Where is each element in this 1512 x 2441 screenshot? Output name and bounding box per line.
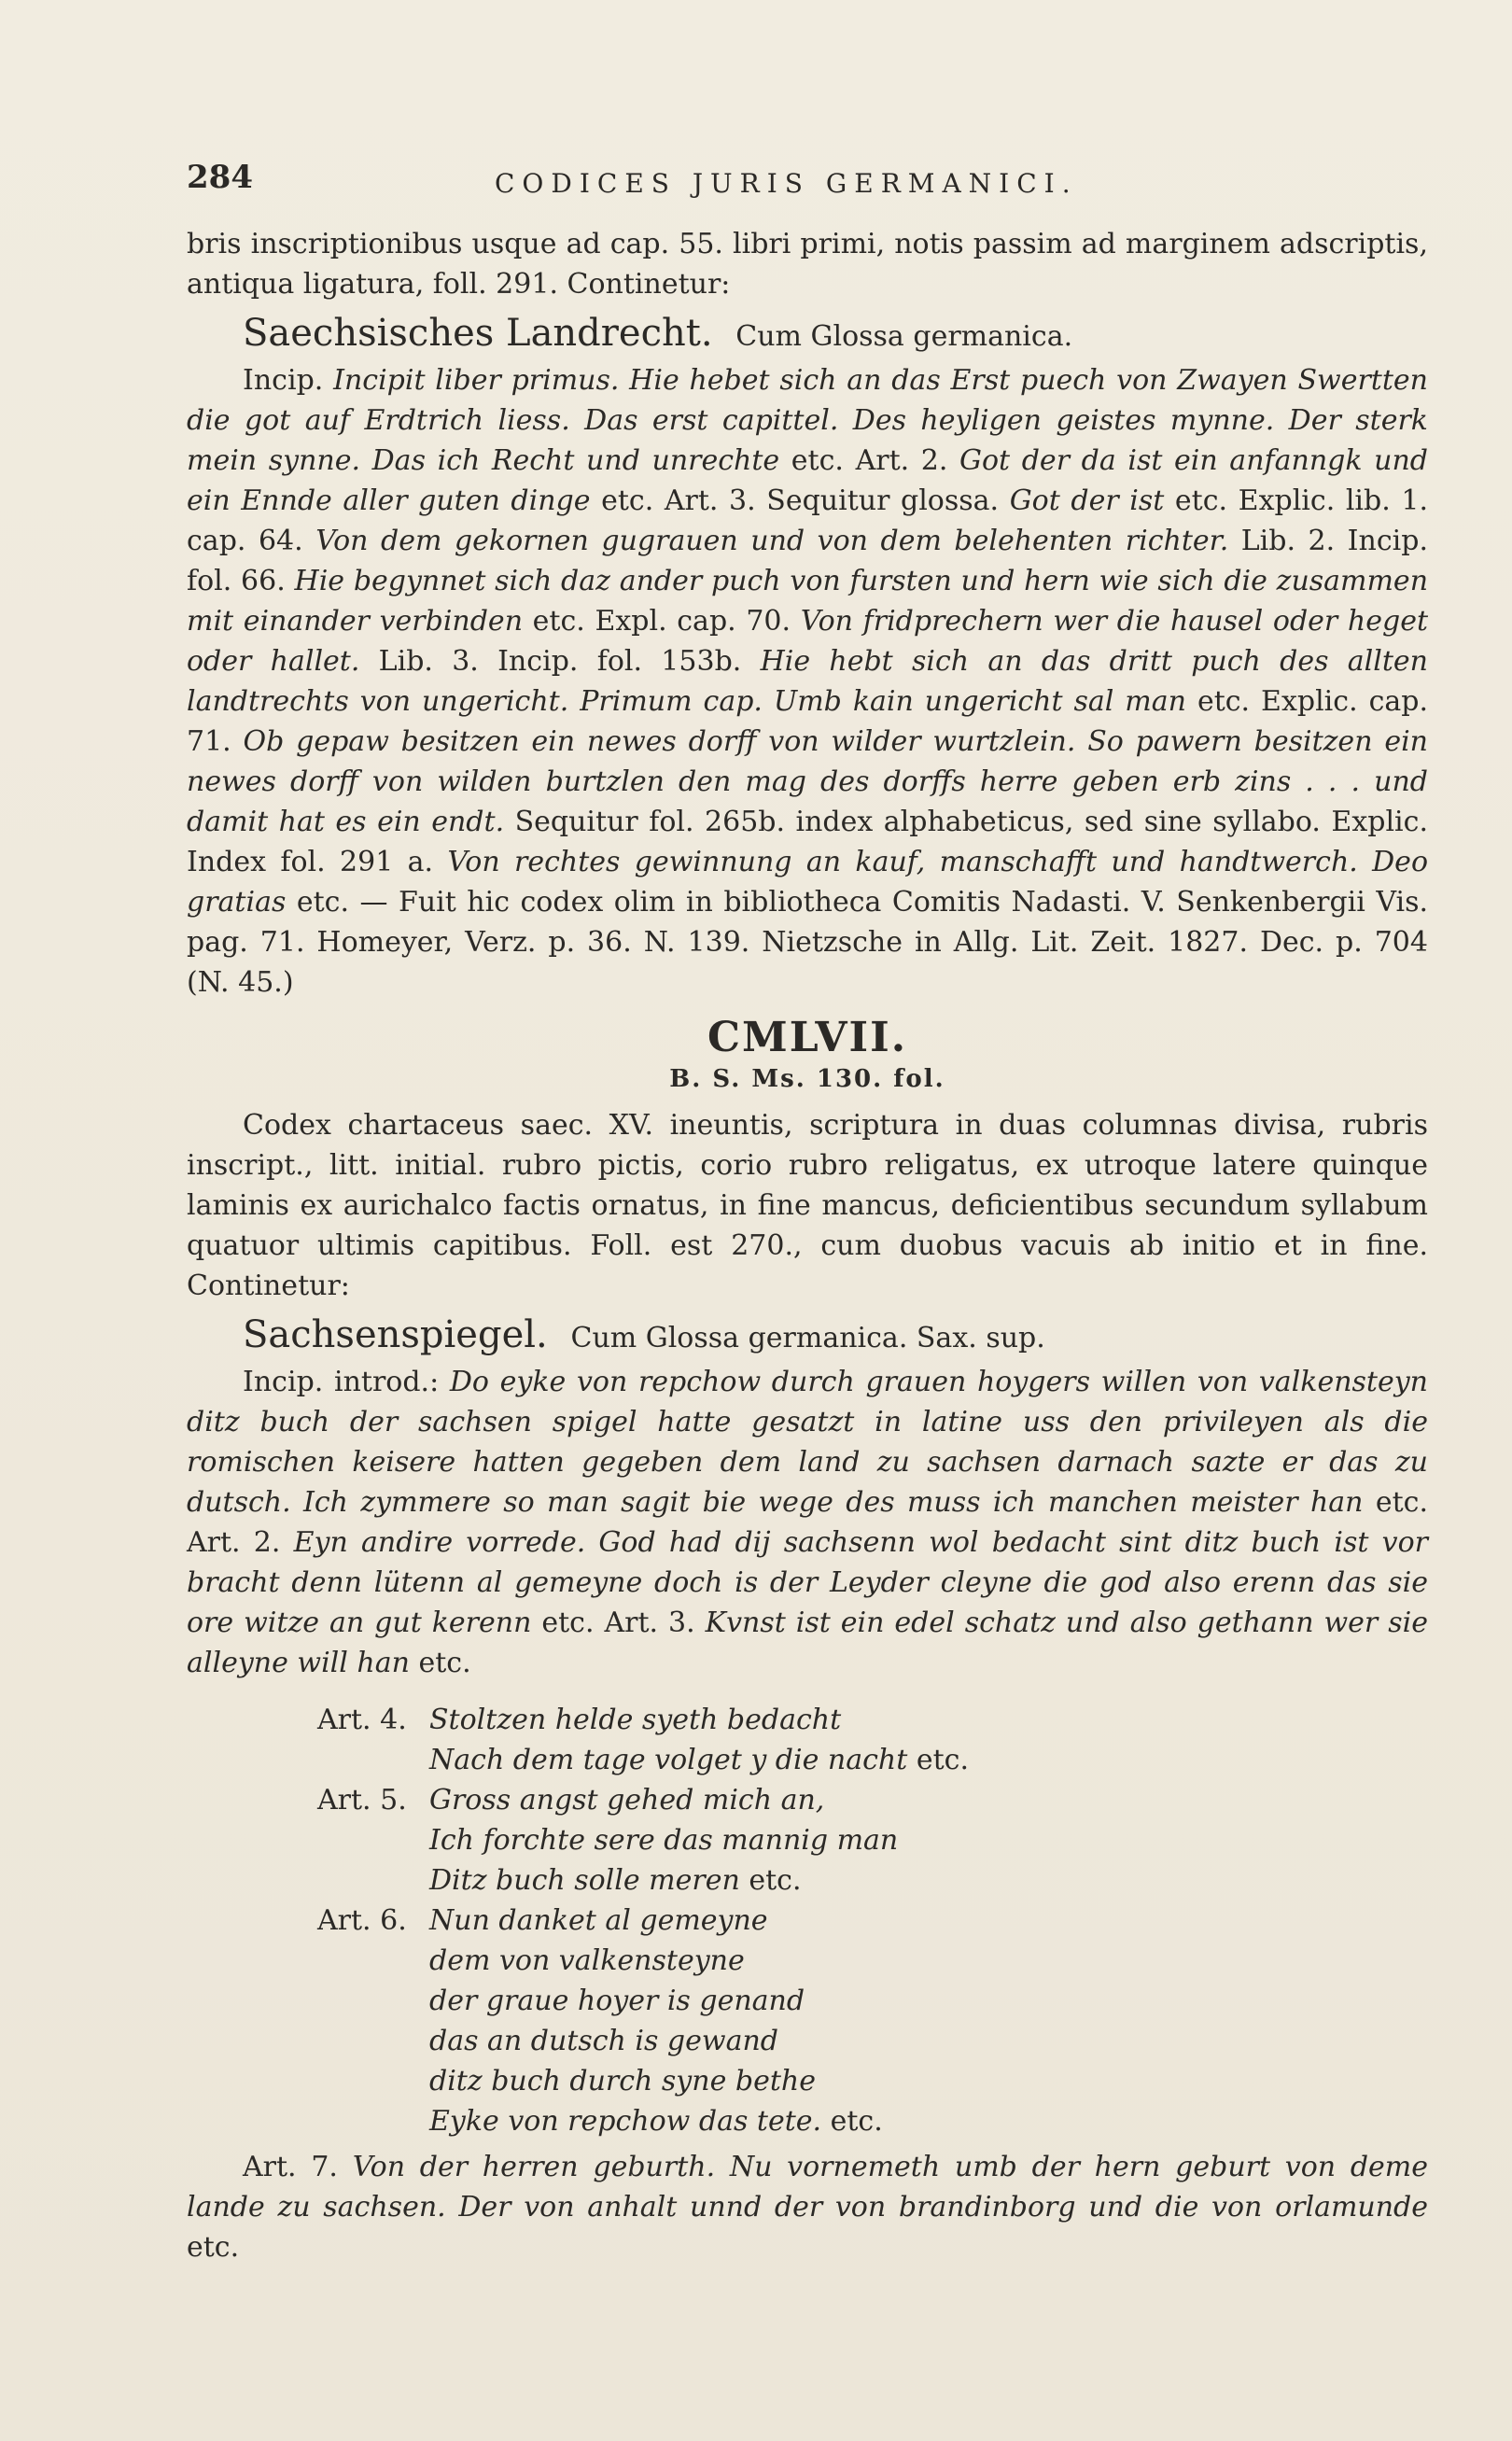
verse-line (429, 2101, 883, 2141)
shelfmark: B. S. Ms. 130. fol. (669, 1065, 945, 1093)
verse-line-text: Ich forchte sere das mannig man (429, 1824, 899, 1857)
page-content (187, 224, 1428, 2267)
verse-lines (429, 1901, 883, 2141)
verse-lines (429, 1700, 969, 1780)
text-run: Got der ist (1009, 484, 1165, 517)
text-run: Hie hebt sich an das dritt puch des allten landtrechts von ungericht. Primum cap. Umb kain ungericht sal man (187, 645, 1428, 718)
verse-line (429, 1941, 883, 1981)
verse-line (429, 1981, 883, 2021)
verse-line (429, 2021, 883, 2061)
text-run: etc. Art. 3. (531, 1606, 706, 1639)
verse-line (429, 1700, 969, 1740)
entry2-title: Sachsenspiegel. (243, 1313, 548, 1356)
verse-line-text: Gross angst gehed mich an, (429, 1784, 825, 1817)
verse-line-text: Nun danket al gemeyne (429, 1904, 768, 1937)
text-run: etc. — Fuit hic codex olim in bibliotheca Comitis Nadasti. V. Senkenbergii Vis. pag. 71. Homeyer, Verz. p. 36. N. 139. Nietzsche in Allg. Lit. Zeit. 1827. Dec. p. 704 (N. 45.) (187, 886, 1428, 999)
verse-article-label: Art. 4. (317, 1704, 407, 1736)
text-run: etc. Explic. lib. 1. cap. 64. (187, 484, 1428, 557)
verse-line (429, 1780, 898, 1820)
verse-article (317, 1780, 1428, 1901)
entry1-title: Saechsisches Landrecht. (243, 312, 713, 355)
entry1-title-line (243, 314, 1428, 357)
verse-tail: etc. (907, 1744, 969, 1776)
verse-block (317, 1700, 1428, 2141)
text-run: Von der herren geburth. Nu vornemeth umb der hern geburt von deme lande zu sachsen. Der von anhalt unnd der von brandinborg und die von orlamunde (187, 2151, 1429, 2224)
text-run: Lib. 2. Incip. fol. 66. (187, 525, 1428, 597)
page-number: 284 (187, 159, 253, 196)
text-run: Art. 7. (243, 2151, 353, 2183)
text-run: etc. Explic. cap. 71. (187, 685, 1429, 758)
verse-article (317, 1901, 1428, 2141)
verse-line-text: Eyke von repchow das tete. (429, 2105, 822, 2138)
text-run: Got der da ist ein anfanngk und ein Ennde aller guten dinge (187, 444, 1428, 517)
verse-article-label: Art. 5. (317, 1784, 407, 1817)
text-run: Sequitur fol. 265b. index alphabeticus, sed sine syllabo. Explic. Index fol. 291 a. (187, 806, 1428, 878)
verse-line-text: Ditz buch solle meren (429, 1864, 740, 1897)
verse-line-text: das an dutsch is gewand (429, 2025, 778, 2057)
verse-line (429, 1860, 898, 1901)
entry2-closing (187, 2147, 1428, 2267)
text-run: Lib. 3. Incip. fol. 153b. (359, 645, 761, 678)
verse-tail: etc. (821, 2105, 883, 2138)
text-run: Von dem gekornen gugrauen und von dem belehenten richter. (315, 525, 1229, 557)
page-header (187, 159, 1428, 215)
entry1-body (187, 360, 1428, 1003)
verse-article (317, 1700, 1428, 1780)
verse-lines (429, 1780, 898, 1901)
intro-paragraph: bris inscriptionibus usque ad cap. 55. libri primi, notis passim ad marginem adscriptis, antiqua ligatura, foll. 291. Continetur: (187, 228, 1428, 301)
text-run: Eyn andire vorrede. God had dij sachsenn wol bedacht sint ditz buch ist vor bracht denn lütenn al gemeyne doch is der Leyder cleyne die god also erenn das sie ore witze an gut kerenn (187, 1526, 1428, 1639)
entry1-subtitle: Cum Glossa germanica. (735, 320, 1073, 353)
text-run: etc. Expl. cap. 70. (523, 605, 801, 638)
entry2-body (187, 1362, 1428, 1683)
verse-article-label: Art. 6. (317, 1904, 407, 1937)
text-run: Incip. (243, 364, 334, 397)
text-run: etc. Art. 2. (779, 444, 960, 477)
text-run: etc. Art. 3. Sequitur glossa. (590, 484, 1010, 517)
verse-line-text: der graue hoyer is genand (429, 1985, 805, 2017)
verse-line-text: Stoltzen helde syeth bedacht (429, 1704, 842, 1736)
text-run: etc. (187, 2231, 240, 2264)
section-heading: CMLVII. (707, 1014, 908, 1061)
verse-line-text: dem von valkensteyne (429, 1944, 745, 1977)
verse-line-text: ditz buch durch syne bethe (429, 2065, 816, 2097)
verse-tail: etc. (739, 1864, 802, 1897)
verse-line (429, 1740, 969, 1780)
verse-line (429, 1901, 883, 1941)
verse-line (429, 1820, 898, 1860)
verse-line (429, 2061, 883, 2101)
text-run: Incipit liber primus. Hie hebet sich an das Erst puech von Zwayen Swertten die got auf Erdtrich liess. Das erst capittel. Des heyligen geistes mynne. Der sterk mein synne. Das ich Recht und unrechte (187, 364, 1428, 477)
verse-line-text: Nach dem tage volget y die nacht (429, 1744, 908, 1776)
codex-description: Codex chartaceus saec. XV. ineuntis, scriptura in duas columnas divisa, rubris inscript., litt. initial. rubro pictis, corio rubro religatus, ex utroque latere quinque laminis ex aurichalco factis ornatus, in fine mancus, deficientibus secundum syllabum quatuor ultimis capitibus. Foll. est 270., cum duobus vacuis ab initio et in fine. Continetur: (187, 1109, 1428, 1302)
text-run: Von rechtes gewinnung an kauf, manschafft und handtwerch. Deo gratias (187, 846, 1429, 919)
running-title: CODICES JURIS GERMANICI. (495, 168, 1078, 199)
text-run: Ob gepaw besitzen ein newes dorff von wilder wurtzlein. So pawern besitzen ein newes dorff von wilden burtzlen den mag des dorffs herre geben erb zins . . . und damit hat es ein endt. (187, 725, 1428, 838)
entry2-title-line (243, 1315, 1428, 1358)
text-run: Incip. introd.: (243, 1366, 450, 1398)
text-run: etc. (409, 1647, 471, 1679)
text-run: Do eyke von repchow durch grauen hoygers willen von valkensteyn ditz buch der sachsen spigel hatte gesatzt in latine uss den privileyen als die romischen keisere hatten gegeben dem land zu sachsen darnach sazte er das zu dutsch. Ich zymmere so man sagit bie wege des muss ich manchen meister han (187, 1366, 1428, 1519)
text-run: etc. Art. 2. (187, 1486, 1429, 1559)
text-run: Hie begynnet sich daz ander puch von fursten und hern wie sich die zusammen mit einander verbinden (187, 565, 1429, 638)
text-run: Kvnst ist ein edel schatz und also gethann wer sie alleyne will han (187, 1606, 1428, 1679)
entry2-subtitle: Cum Glossa germanica. Sax. sup. (570, 1322, 1045, 1354)
text-run: Von fridprechern wer die hausel oder heget oder hallet. (187, 605, 1429, 678)
